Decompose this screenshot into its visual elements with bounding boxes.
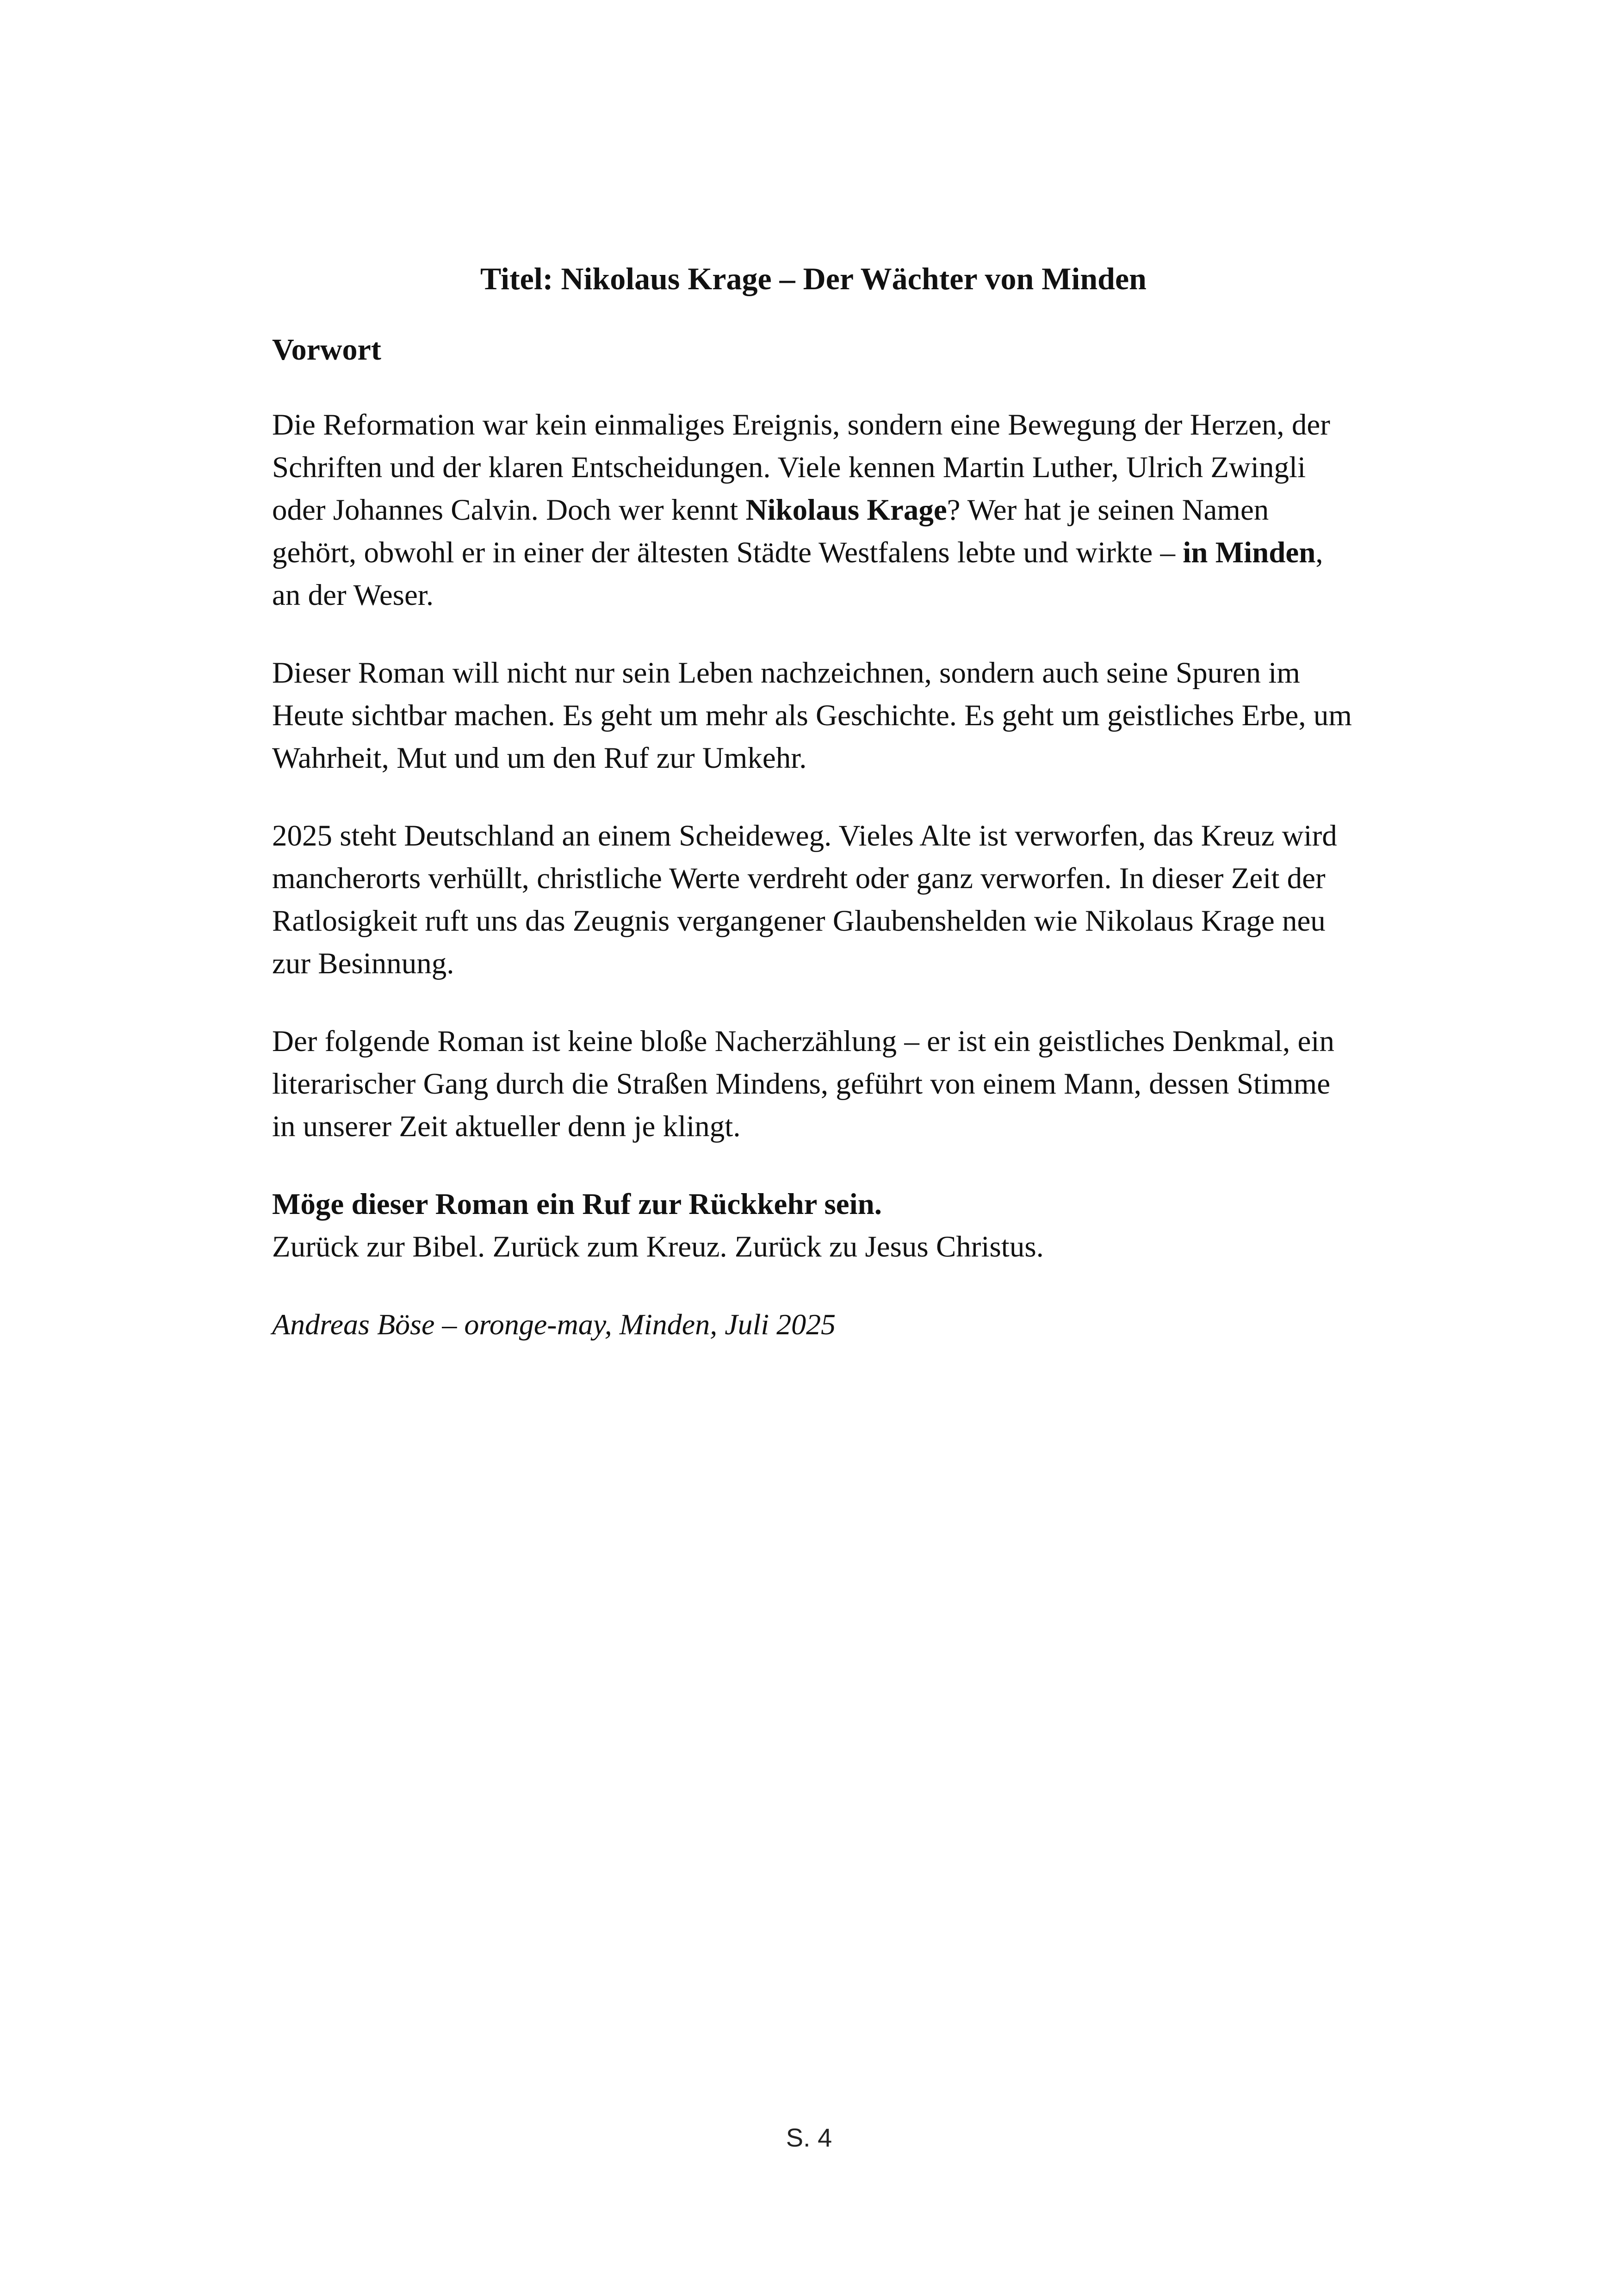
- paragraph: [272, 404, 1355, 616]
- paragraph-text: Dieser Roman will nicht nur sein Leben nachzeichnen, sondern auch seine Spuren im Heute sichtbar machen. Es geht um mehr als Geschichte. Es geht um geistliches Erbe, um Wahrheit, Mut und um den Ruf zur Umkehr.: [272, 656, 1352, 775]
- emphasized-text: in Minden: [1183, 535, 1316, 569]
- emphasized-text: Nikolaus Krage: [745, 493, 947, 527]
- paragraph: [272, 1020, 1355, 1148]
- closing-plain-line: Zurück zur Bibel. Zurück zum Kreuz. Zurück zu Jesus Christus.: [272, 1230, 1044, 1263]
- document-title: Titel: Nikolaus Krage – Der Wächter von Minden: [480, 261, 1147, 296]
- author-signature: Andreas Böse – oronge-may, Minden, Juli 2025: [272, 1307, 836, 1341]
- closing-bold-line: Möge dieser Roman ein Ruf zur Rückkehr sein.: [272, 1187, 882, 1221]
- page-content: [272, 259, 1355, 1346]
- paragraph-text: , an der Weser.: [272, 535, 1323, 612]
- page-number: S. 4: [786, 2123, 832, 2152]
- paragraph-text: 2025 steht Deutschland an einem Scheideweg. Vieles Alte ist verworfen, das Kreuz wird mancherorts verhüllt, christliche Werte verdreht oder ganz verworfen. In dieser Zeit der Ratlosigkeit ruft uns das Zeugnis vergangener Glaubenshelden wie Nikolaus Krage neu zur Besinnung.: [272, 819, 1337, 980]
- paragraph-text: ? Wer hat je seinen Namen gehört, obwohl er in einer der ältesten Städte Westfalens lebte und wirkte –: [272, 493, 1269, 569]
- paragraph-text: Der folgende Roman ist keine bloße Nacherzählung – er ist ein geistliches Denkmal, ein literarischer Gang durch die Straßen Mindens, geführt von einem Mann, dessen Stimme in unserer Zeit aktueller denn je klingt.: [272, 1024, 1334, 1143]
- paragraph-text: Die Reformation war kein einmaliges Ereignis, sondern eine Bewegung der Herzen, der Schriften und der klaren Entscheidungen. Viele kennen Martin Luther, Ulrich Zwingli oder Johannes Calvin. Doch wer kennt: [272, 408, 1330, 527]
- paragraph: [272, 815, 1355, 985]
- closing-block: [272, 1183, 1355, 1268]
- paragraph: [272, 652, 1355, 779]
- section-heading-vorwort: Vorwort: [272, 333, 381, 367]
